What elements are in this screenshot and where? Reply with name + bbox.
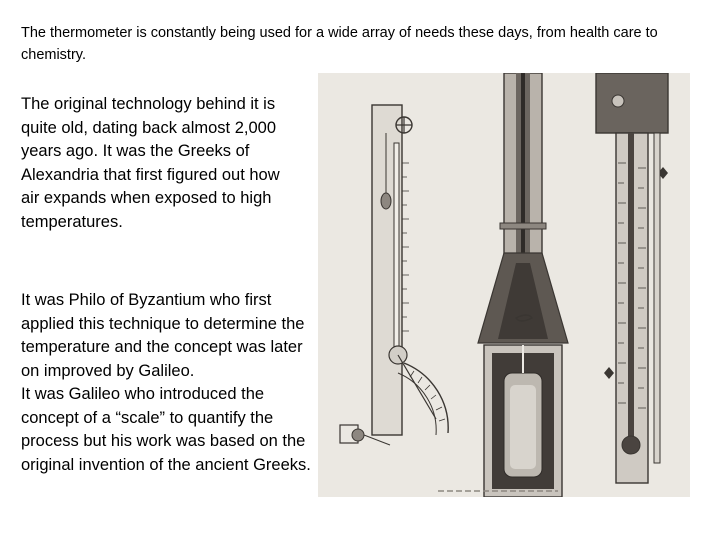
thermometer-engraving-drawing — [318, 73, 690, 497]
thermometer-engraving-image — [318, 73, 690, 497]
paragraph-origins — [21, 93, 283, 234]
paragraph-origins-text: The original technology behind it is quite old, dating back almost 2,000 years ago. It was the Greeks of Alexandria that first figured out how air expands when exposed to high temperatures. — [21, 95, 280, 231]
intro-text: The thermometer is constantly being used for a wide array of needs these days, from health care to chemistry. — [21, 25, 658, 63]
paragraph-galileo-text: It was Galileo who introduced the concept of a “scale” to quantify the process but his work was based on the original invention of the ancient Greeks. — [21, 385, 311, 474]
paragraph-philo-galileo — [21, 289, 311, 477]
paragraph-philo-text: It was Philo of Byzantium who first applied this technique to determine the temperature and the concept was later on improved by Galileo. — [21, 291, 305, 380]
